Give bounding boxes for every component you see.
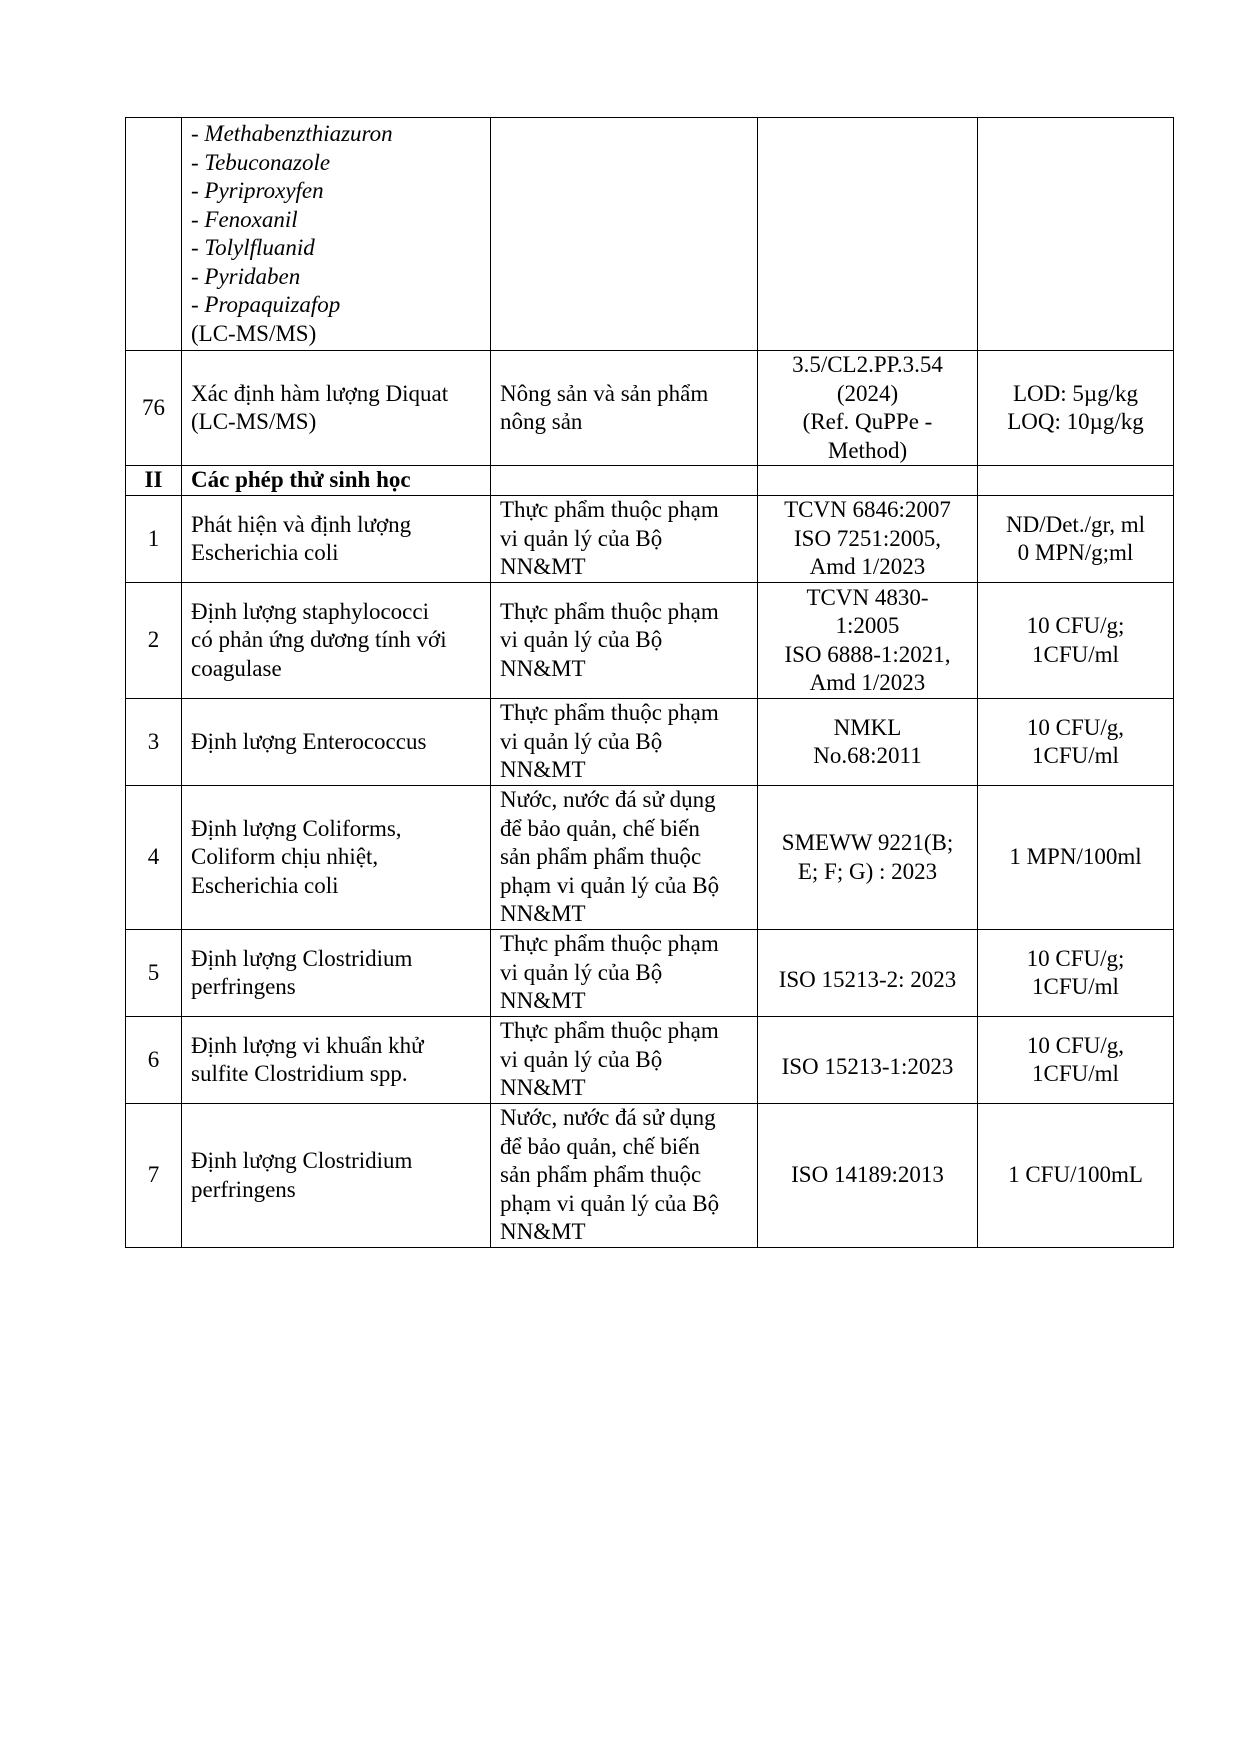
table-row	[126, 496, 1174, 583]
material-cell	[491, 351, 758, 466]
limit-line: 1CFU/ml	[1032, 743, 1119, 768]
test-name-line: Định lượng vi khuẩn khử	[191, 1032, 424, 1058]
material-cell	[491, 1104, 758, 1248]
method-cell	[758, 583, 978, 699]
material-cell	[491, 699, 758, 786]
test-name-line: Định lượng Clostridium	[191, 1148, 413, 1173]
method-line: ISO 7251:2005,	[794, 525, 941, 551]
section-empty-cell	[978, 466, 1174, 496]
compound-item: - Methabenzthiazuron	[191, 121, 393, 146]
limit-line: ND/Det./gr, ml	[1006, 511, 1145, 537]
limit-cell	[978, 930, 1174, 1017]
method-line: (Ref. QuPPe -	[802, 409, 933, 434]
compound-item: - Pyriproxyfen	[191, 178, 324, 203]
material-line: vi quản lý của Bộ	[500, 525, 663, 551]
material-line: NN&MT	[500, 655, 586, 681]
method-line: Amd 1/2023	[809, 670, 926, 695]
method-cell	[758, 496, 978, 583]
limit-cell	[978, 583, 1174, 699]
method-line: NMKL	[833, 714, 902, 740]
material-line: Thực phẩm thuộc phạm	[500, 497, 719, 523]
material-cell	[491, 786, 758, 930]
material-line: vi quản lý của Bộ	[500, 627, 663, 653]
test-name-line: Định lượng Coliforms,	[191, 815, 402, 841]
continuation-method-cell	[758, 118, 978, 351]
test-name-line: Escherichia coli	[191, 540, 339, 565]
row-number: 6	[126, 1017, 182, 1104]
test-name-line: coagulase	[191, 655, 282, 681]
material-line: NN&MT	[500, 988, 586, 1014]
test-name-line: perfringens	[191, 974, 296, 999]
material-line: vi quản lý của Bộ	[500, 728, 663, 754]
table-row	[126, 583, 1174, 699]
material-line: nông sản	[500, 409, 583, 434]
limit-line: 1CFU/ml	[1032, 974, 1119, 999]
method-line: Method)	[827, 437, 908, 463]
method-cell	[758, 1017, 978, 1104]
table-row	[126, 930, 1174, 1017]
limit-line: LOD: 5µg/kg	[1012, 380, 1139, 406]
method-line: ISO 14189:2013	[791, 1162, 944, 1188]
material-line: phạm vi quản lý của Bộ	[500, 1190, 720, 1216]
row-number: 76	[126, 351, 182, 466]
section-number: II	[126, 466, 182, 496]
material-line: NN&MT	[500, 1075, 586, 1101]
limit-line: 1 MPN/100ml	[1009, 844, 1142, 870]
table-row	[126, 699, 1174, 786]
test-name-cell	[182, 1017, 491, 1104]
limit-line: 1 CFU/100mL	[1008, 1162, 1143, 1188]
material-line: NN&MT	[500, 1219, 586, 1245]
test-name-cell	[182, 351, 491, 466]
row-number: 4	[126, 786, 182, 930]
continuation-material-cell	[491, 118, 758, 351]
limit-line: 10 CFU/g;	[1026, 613, 1125, 638]
row-number: 3	[126, 699, 182, 786]
material-line: phạm vi quản lý của Bộ	[500, 872, 720, 898]
test-name-cell	[182, 930, 491, 1017]
test-name-line: Coliform chịu nhiệt,	[191, 844, 379, 870]
table-row	[126, 1017, 1174, 1104]
material-line: Nước, nước đá sử dụng	[500, 787, 716, 813]
test-name-line: perfringens	[191, 1176, 296, 1202]
limit-cell	[978, 1017, 1174, 1104]
test-name-line: Xác định hàm lượng Diquat	[191, 380, 449, 406]
limit-cell	[978, 786, 1174, 930]
method-line: SMEWW 9221(B;	[781, 830, 954, 855]
test-name-line: Phát hiện và định lượng	[191, 511, 412, 537]
limit-line: LOQ: 10µg/kg	[1007, 409, 1144, 434]
material-line: sản phẩm phẩm thuộc	[500, 1162, 702, 1188]
material-line: Nông sản và sản phẩm	[500, 380, 709, 406]
test-name-line: (LC-MS/MS)	[191, 409, 317, 434]
method-line: No.68:2011	[813, 743, 922, 768]
method-line: TCVN 4830-	[806, 584, 929, 610]
test-name-line: Định lượng Enterococcus	[191, 728, 427, 754]
material-cell	[491, 496, 758, 583]
material-line: Thực phẩm thuộc phạm	[500, 931, 719, 957]
continuation-no-cell	[126, 118, 182, 351]
method-line: ISO 15213-1:2023	[781, 1053, 954, 1079]
material-line: Thực phẩm thuộc phạm	[500, 700, 719, 726]
method-cell	[758, 351, 978, 466]
material-line: sản phẩm phẩm thuộc	[500, 844, 702, 870]
section-empty-cell	[491, 466, 758, 496]
material-cell	[491, 1017, 758, 1104]
material-cell	[491, 930, 758, 1017]
section-row	[126, 466, 1174, 496]
section-empty-cell	[758, 466, 978, 496]
limit-cell	[978, 699, 1174, 786]
limit-line: 1CFU/ml	[1032, 1061, 1119, 1086]
compound-item: - Pyridaben	[191, 263, 301, 289]
material-line: NN&MT	[500, 901, 586, 927]
method-cell	[758, 699, 978, 786]
test-methods-table	[125, 117, 1174, 1248]
material-line: NN&MT	[500, 554, 586, 580]
compound-item: - Propaquizafop	[191, 292, 341, 317]
test-name-line: sulfite Clostridium spp.	[191, 1061, 408, 1086]
limit-cell	[978, 1104, 1174, 1248]
material-line: vi quản lý của Bộ	[500, 959, 663, 985]
row-number: 7	[126, 1104, 182, 1248]
method-cell	[758, 930, 978, 1017]
method-suffix: (LC-MS/MS)	[191, 320, 317, 346]
test-name-line: Escherichia coli	[191, 872, 339, 898]
material-line: Nước, nước đá sử dụng	[500, 1105, 716, 1131]
method-line: 1:2005	[835, 613, 900, 638]
continuation-test-cell	[182, 118, 491, 351]
compound-item: - Fenoxanil	[191, 206, 298, 232]
test-name-cell	[182, 583, 491, 699]
test-name-line: Định lượng Clostridium	[191, 945, 413, 971]
table-row	[126, 1104, 1174, 1248]
row-number: 1	[126, 496, 182, 583]
method-line: ISO 15213-2: 2023	[778, 966, 957, 992]
material-line: Thực phẩm thuộc phạm	[500, 1018, 719, 1044]
compound-item: - Tolylfluanid	[191, 235, 315, 260]
limit-line: 10 CFU/g,	[1026, 714, 1125, 740]
continuation-limit-cell	[978, 118, 1174, 351]
method-cell	[758, 786, 978, 930]
table-row-76	[126, 351, 1174, 466]
limit-line: 0 MPN/g;ml	[1017, 540, 1134, 565]
method-line: TCVN 6846:2007	[784, 497, 951, 523]
test-name-cell	[182, 1104, 491, 1248]
material-line: để bảo quản, chế biến	[500, 1133, 700, 1159]
material-cell	[491, 583, 758, 699]
material-line: NN&MT	[500, 757, 586, 783]
limit-line: 1CFU/ml	[1032, 641, 1119, 667]
limit-line: 10 CFU/g,	[1026, 1032, 1125, 1058]
limit-line: 10 CFU/g;	[1026, 945, 1125, 971]
test-name-line: Định lượng staphylococci	[191, 598, 429, 624]
compound-item: - Tebuconazole	[191, 149, 331, 175]
material-line: để bảo quản, chế biến	[500, 815, 700, 841]
limit-cell	[978, 496, 1174, 583]
test-name-line: có phản ứng dương tính với	[191, 627, 447, 653]
method-line: ISO 6888-1:2021,	[784, 641, 951, 667]
method-line: 3.5/CL2.PP.3.54	[792, 352, 943, 377]
method-cell	[758, 1104, 978, 1248]
section-title: Các phép thử sinh học	[182, 466, 491, 496]
material-line: Thực phẩm thuộc phạm	[500, 598, 719, 624]
method-line: Amd 1/2023	[809, 554, 926, 580]
row-number: 5	[126, 930, 182, 1017]
test-name-cell	[182, 699, 491, 786]
row-number: 2	[126, 583, 182, 699]
material-line: vi quản lý của Bộ	[500, 1046, 663, 1072]
test-name-cell	[182, 496, 491, 583]
limit-cell	[978, 351, 1174, 466]
method-line: E; F; G) : 2023	[797, 858, 938, 884]
table-row	[126, 786, 1174, 930]
test-name-cell	[182, 786, 491, 930]
continuation-row	[126, 118, 1174, 351]
method-line: (2024)	[836, 380, 899, 406]
